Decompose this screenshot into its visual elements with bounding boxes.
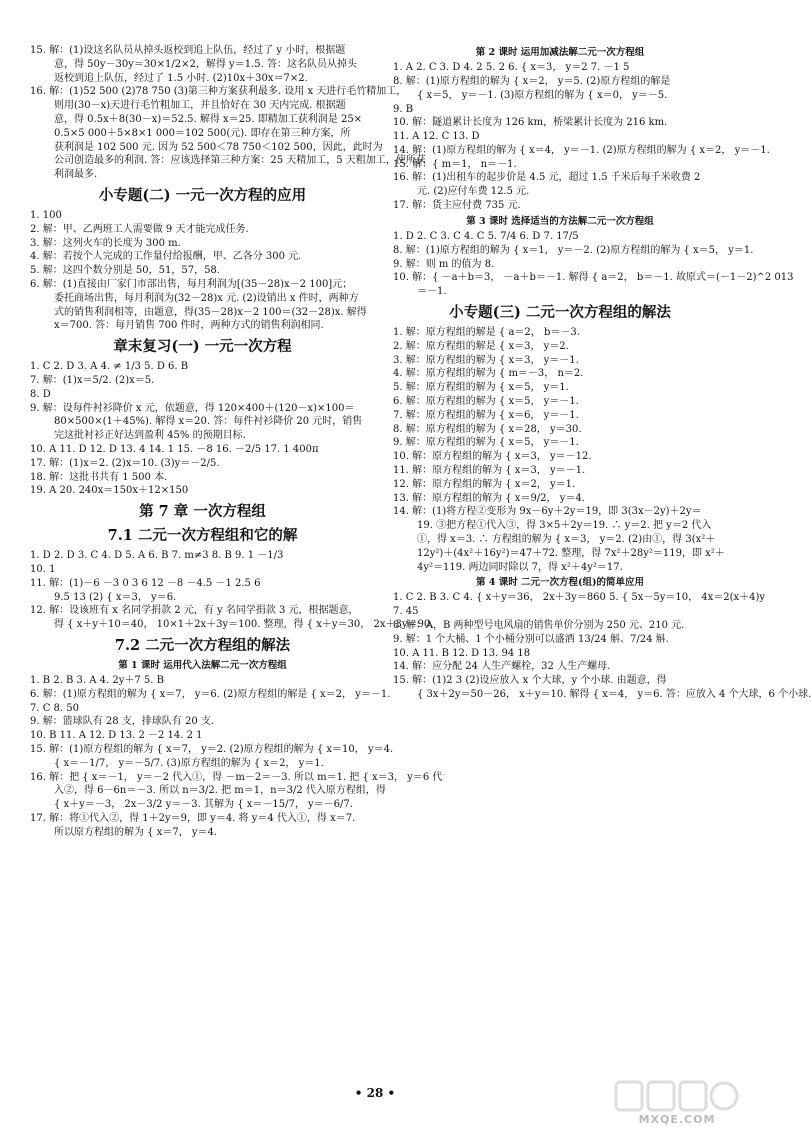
lesson-title: 第 3 课时 选择适当的方法解二元一次方程组 <box>466 215 654 227</box>
answer-line: 8. 解：(1)原方程组的解为 { x＝1， y＝－2. (2)原方程组的解为 { x＝5， y＝1. <box>393 244 754 256</box>
answer-line: 6. 解：(1)直接由厂家门市部出售，每月利润为[(35－28)x－2 100]元； <box>30 278 353 290</box>
subsection-title: 7.2 二元一次方程组的解法 <box>114 636 291 654</box>
answer-line: 10. 解：原方程组的解为 { x＝3， y＝－12. <box>393 451 592 463</box>
answer-line: 10. 解：{ －a＋b＝3， －a＋b＝－1. 解得 { a＝2， b＝－1. 故原式＝(－1－2)^2 013 <box>393 272 794 284</box>
lesson-title: 第 4 课时 二元一次方程(组)的简单应用 <box>475 577 645 589</box>
watermark-glyph <box>711 1083 737 1109</box>
section-title: 章末复习(一) 一元一次方程 <box>113 338 292 356</box>
answer-line: 9. 解：设每件衬衫降价 x 元，依题意，得 120×400＋(120－x)×100＝ <box>30 402 355 414</box>
watermark-glyph <box>680 1082 706 1110</box>
answer-line: 14. 解：(1)将方程②变形为 9x－6y＋2y＝19，即 3(3x－2y)＋2y＝ <box>393 506 702 518</box>
answer-line: 8. 解：(1)原方程组的解为 { x＝2， y＝5. (2)原方程组的解是 <box>393 75 671 87</box>
answer-continuation: 利润最多. <box>54 169 98 181</box>
answer-line: 10. 1 <box>30 563 56 575</box>
answer-continuation: { x＝5， y＝－1. (3)原方程组的解为 { x＝0， y＝－5. <box>417 89 668 101</box>
answer-line: 1. D 2. C 3. C 4. C 5. 7/4 6. D 7. 17/5 <box>393 230 579 242</box>
watermark-glyph <box>616 1082 642 1110</box>
answer-line: 8. D <box>30 388 51 400</box>
answer-line: 7. 解：原方程组的解为 { x＝6， y＝－1. <box>393 409 579 421</box>
lesson-title: 第 1 课时 运用代入法解二元一次方程组 <box>118 659 287 671</box>
answer-continuation: ①，得 x＝3. ∴ 方程组的解为 { x＝3， y＝2. (2)由①，得 3(x²＋ <box>417 533 716 545</box>
answer-continuation: { 3x＋2y＝50－26， x＋y＝10. 解得 { x＝4， y＝6. 答：应放入 4 个大球，6 个小球. <box>417 689 811 700</box>
answer-line: 17. 解：将①代入②，得 1＋2y＝9，即 y＝4. 将 y＝4 代入①，得 x＝7. <box>30 812 356 824</box>
answer-line: 14. 解：(1)原方程组的解为 { x＝4， y＝－1. (2)原方程组的解为 { x＝2， y＝－1. <box>393 144 770 156</box>
answer-line: 11. 解：原方程组的解为 { x＝3， y＝－1. <box>393 464 586 476</box>
answer-line: 12. 解：设该班有 x 名同学捐款 2 元，有 y 名同学捐款 3 元，根据题意， <box>30 605 359 617</box>
answer-continuation: 80×500×(1＋45%). 解得 x＝20. 答：每件衬衫降价 20 元时，销售 <box>54 416 363 428</box>
answer-line: 6. 解：(1)原方程组的解为 { x＝7， y＝6. (2)原方程组的解是 { x＝2， y＝－1. <box>30 688 391 700</box>
answer-continuation: 式的销售利润相等，由题意，得(35－28)x－2 100＝(32－28)x. 解得 <box>54 306 367 318</box>
answer-continuation: 获利润是 102 500 元. 因为 52 500＜78 750＜102 500，因此，此时为 <box>54 141 383 153</box>
answer-line: 15. 解：(1)2 3 (2)设应放入 x 个大球，y 个小球. 由题意，得 <box>393 675 667 687</box>
answer-line: 11. 解：(1)－6 －3 0 3 6 12 －8 －4.5 －1 2.5 6 <box>30 577 261 589</box>
answer-continuation: 完这批衬衫正好达到盈利 45% 的预期目标. <box>54 430 246 442</box>
answer-line: 1. 100 <box>30 209 62 221</box>
answer-line: 17. 解：(1)x＝2. (2)x＝10. (3)y＝－2/5. <box>30 457 220 469</box>
answer-line: 9. B <box>393 103 414 115</box>
answer-continuation: 得 { x＋y＋10＝40， 10×1＋2x＋3y＝100. 整理，得 { x＋y＝30， 2x＋3y＝90. <box>54 619 434 631</box>
answer-line: 1. 解：原方程组的解是 { a＝2， b＝－3. <box>393 326 580 338</box>
answer-continuation: 则用(30－x)天进行毛竹粗加工，并且恰好在 30 天内完成. 根据题 <box>54 100 346 112</box>
answer-line: 9. 解：原方程组的解为 { x＝5， y＝－1. <box>393 437 579 449</box>
answer-line: 6. 解：原方程组的解为 { x＝5， y＝－1. <box>393 395 579 407</box>
answer-continuation: { x＋y＝－3， 2x－3/2 y＝－3. 其解为 { x＝－15/7， y＝－6/7. <box>54 799 353 811</box>
answer-line: 1. D 2. D 3. C 4. D 5. A 6. B 7. m≠3 8. B 9. 1 －1/3 <box>30 550 284 562</box>
lesson-title: 第 2 课时 运用加减法解二元一次方程组 <box>475 47 645 58</box>
answer-continuation: 返校到追上队伍，经过了 1.5 小时. (2)10x＋30x＝7×2. <box>54 72 308 84</box>
answer-continuation: 4y²＝119. 两边同时除以 7，得 x²＋4y²＝17. <box>417 561 623 573</box>
answer-line: 3. 解：这列火车的长度为 300 m. <box>30 237 181 249</box>
answer-line: 1. C 2. D 3. A 4. ≠ 1/3 5. D 6. B <box>30 361 189 373</box>
answer-continuation: x＝700. 答：每月销售 700 件时，两种方式的销售利润相同. <box>54 320 324 332</box>
subsection-title: 7.1 二元一次方程组和它的解 <box>107 527 298 545</box>
answer-continuation: 0.5×5 000＋5×8×1 000＝102 500(元). 即存在第三种方案，所 <box>54 127 351 139</box>
answer-line: 4. 解：原方程组的解为 { m＝－3， n＝2. <box>393 368 584 380</box>
answer-continuation: { x＝－1/7， y＝－5/7. (3)原方程组的解为 { x＝2， y＝1. <box>54 757 324 769</box>
answer-continuation: 委托商场出售，每月利润为(32－28)x 元. (2)设销出 x 件时，两种方 <box>54 292 359 304</box>
answer-line: 3. 解：原方程组的解为 { x＝3， y＝－1. <box>393 354 579 366</box>
answer-continuation: 19. ③把方程①代入③，得 3×5＋2y＝19. ∴ y＝2. 把 y＝2 代入 <box>417 520 712 532</box>
watermark-text: MXQE.COM <box>638 1113 716 1126</box>
answer-continuation: 元. (2)应付车费 12.5 元. <box>417 186 530 198</box>
page-number: • 28 • <box>354 1086 396 1100</box>
section-title: 小专题(二) 一元一次方程的应用 <box>98 186 307 204</box>
answer-line: 15. 解：{ m＝1， n＝－1. <box>393 158 517 170</box>
answer-continuation: 入②，得 6－6n＝－3. 所以 n＝3/2. 把 m＝1，n＝3/2 代入原方程组，得 <box>54 785 386 797</box>
answer-line: 13. 解：原方程组的解为 { x＝9/2， y＝4. <box>393 492 585 504</box>
answer-line: 10. A 11. B 12. D 13. 94 18 <box>393 647 531 659</box>
answer-continuation: 12y²)＋(4x²＋16y²)＝47＋72. 整理，得 7x²＋28y²＝119，即 x²＋ <box>417 547 725 559</box>
answer-line: 4. 解：若按个人完成的工作量付给报酬，甲、乙各分 300 元. <box>30 251 302 263</box>
watermark-glyph <box>648 1082 674 1110</box>
answer-line: 10. A 11. D 12. D 13. 4 14. 1 15. －8 16. －2/5 17. 1 400π <box>30 443 319 455</box>
answer-line: 2. 解：甲、乙两班工人需要做 9 天才能完成任务. <box>30 223 249 235</box>
answer-line: 14. 解：应分配 24 人生产螺栓，32 人生产螺母. <box>393 661 611 673</box>
answer-line: 10. 解：隧道累计长度为 126 km，桥梁累计长度为 216 km. <box>393 117 668 129</box>
answer-line: 16. 解：(1)52 500 (2)78 750 (3)第三种方案获利最多. 设用 x 天进行毛竹精加工， <box>30 86 407 98</box>
answer-line: 16. 解：(1)出租车的起步价是 4.5 元，超过 1.5 千米后每千米收费 2 <box>393 172 701 184</box>
answer-line: 7. 解：(1)x＝5/2. (2)x＝5. <box>30 374 155 386</box>
answer-line: 18. 解：这批书共有 1 500 本. <box>30 471 168 483</box>
answer-line: 11. A 12. C 13. D <box>393 131 480 143</box>
answer-continuation: 所以原方程组的解为 { x＝7， y＝4. <box>54 826 218 838</box>
answer-line: 15. 解：(1)原方程组的解为 { x＝7， y＝2. (2)原方程组的解为 { x＝10， y＝4. <box>30 743 394 755</box>
answer-line: 15. 解：(1)设这名队员从掉头返校到追上队伍，经过了 y 小时，根据题 <box>30 45 346 56</box>
answer-line: 2. 解：原方程组的解是 { x＝3， y＝2. <box>393 340 569 352</box>
answer-line: 17. 解：货主应付费 735 元. <box>393 200 521 212</box>
section-title: 小专题(三) 二元一次方程组的解法 <box>449 303 671 321</box>
answer-line: 8. 解：A，B 两种型号电风扇的销售单价分别为 250 元、210 元. <box>393 620 685 632</box>
answer-line: 9. 解：1 个大桶、1 个小桶分别可以盛酒 13/24 斛、7/24 斛. <box>393 633 669 645</box>
answer-line: 1. C 2. B 3. C 4. { x＋y＝36， 2x＋3y＝860 5. { 5x－5y＝10， 4x＝2(x＋4)y <box>393 592 766 604</box>
answer-line: 1. A 2. C 3. D 4. 2 5. 2 6. { x＝3， y＝2 7. －1 5 <box>393 62 630 74</box>
answer-line: 10. B 11. A 12. D 13. 2 －2 14. 2 1 <box>30 730 203 742</box>
answer-continuation: 公司创造最多的利润. 答：应该选择第三种方案：25 天精加工，5 天粗加工，使所获 <box>54 155 426 167</box>
answer-line: 5. 解：原方程组的解为 { x＝5， y＝1. <box>393 382 569 394</box>
answer-line: 7. C 8. 50 <box>30 702 79 714</box>
answer-continuation: 意，得 50y－30y＝30×1/2×2，解得 y＝1.5. 答：这名队员从掉头 <box>54 58 357 70</box>
answer-continuation: 意，得 0.5x＋8(30－x)＝52.5. 解得 x＝25. 即精加工获利润是 25× <box>54 113 363 125</box>
answer-line: 7. 45 <box>393 606 419 618</box>
answer-line: 9. 解：则 m 的值为 8. <box>393 258 495 270</box>
answer-line: 19. A 20. 240x＝150x＋12×150 <box>30 485 189 497</box>
section-title: 第 7 章 一次方程组 <box>139 503 266 521</box>
answer-continuation: ＝－1. <box>417 286 447 298</box>
right-column <box>393 44 811 702</box>
answer-line: 9. 解：篮球队有 28 支，排球队有 20 支. <box>30 716 215 728</box>
answer-line: 8. 解：原方程组的解为 { x＝28， y＝30. <box>393 423 582 435</box>
answer-line: 12. 解：原方程组的解为 { x＝2， y＝1. <box>393 478 576 490</box>
answer-line: 5. 解：这四个数分别是 50，51，57，58. <box>30 265 220 277</box>
answer-line: 16. 解：把 { x＝－1， y＝－2 代入①，得 －m－2＝－3. 所以 m＝1. 把 { x＝3， y＝6 代 <box>30 771 443 783</box>
answer-line: 1. B 2. B 3. A 4. 2y＋7 5. B <box>30 675 164 686</box>
answer-continuation: 9.5 13 (2) { x＝3， y＝6. <box>54 591 177 603</box>
